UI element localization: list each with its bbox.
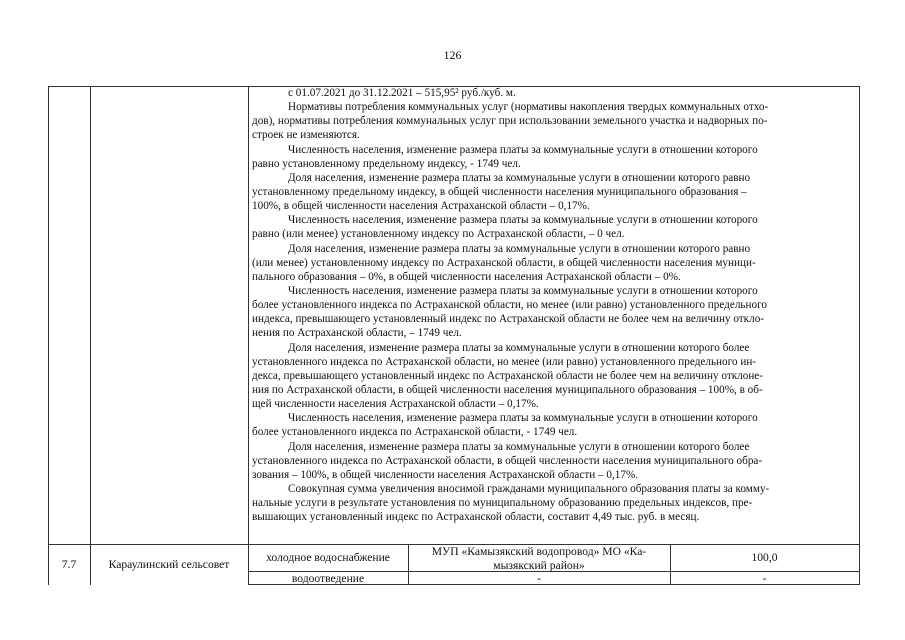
text-line: вышающих установленный индекс по Астраханской области, составит 4,49 тыс. руб. в месяц. bbox=[252, 511, 700, 524]
text-line: более установленного индекса по Астраханской области, но менее (или равно) установленного предельного bbox=[252, 299, 767, 312]
text-line: ния по Астраханской области, в общей численности населения муниципального образования – 100%, в об- bbox=[252, 383, 763, 396]
provider-name bbox=[408, 545, 670, 573]
text-line: установленному предельному индексу, в общей численности населения муниципального образования – bbox=[252, 185, 747, 198]
col-border-0 bbox=[48, 86, 49, 585]
text-line: пального образования – 0%, в общей численности населения Астраханской области – 0%. bbox=[252, 270, 681, 283]
col-border-5 bbox=[859, 86, 860, 585]
text-line: дов), нормативы потребления коммунальных услуг при использовании земельного участка и надворных по- bbox=[252, 115, 768, 128]
text-line: Численность населения, изменение размера платы за коммунальные услуги в отношении которого bbox=[288, 143, 758, 156]
text-line: равно (или менее) установленному индексу по Астраханской области, – 0 чел. bbox=[252, 228, 625, 241]
text-line: 100%, в общей численности населения Астраханской области – 0,17%. bbox=[252, 200, 590, 213]
text-line: нения по Астраханской области, – 1749 чел. bbox=[252, 327, 462, 340]
text-line: с 01.07.2021 до 31.12.2021 – 515,95² руб./куб. м. bbox=[288, 87, 516, 99]
text-line: (или менее) установленному индексу по Астраханской области, в общей численности населения муници- bbox=[252, 256, 756, 269]
col-border-2 bbox=[248, 86, 249, 585]
service-cold-water: холодное водоснабжение bbox=[266, 551, 390, 564]
text-line: декса, превышающего установленный индекс по Астраханской области не более чем на величину отклоне- bbox=[252, 369, 763, 382]
text-line: равно установленному предельному индексу, - 1749 чел. bbox=[252, 157, 521, 170]
text-line: Доля населения, изменение размера платы за коммунальные услуги в отношении которого более bbox=[288, 341, 750, 354]
text-line: зования – 100%, в общей численности населения Астраханской области – 0,17%. bbox=[252, 468, 639, 481]
page-number: 126 bbox=[443, 48, 462, 62]
cold-water-value: 100,0 bbox=[751, 551, 778, 564]
text-line: Доля населения, изменение размера платы за коммунальные услуги в отношении которого равно bbox=[288, 171, 751, 184]
text-line: нальные услуги в результате установления по муниципальному образованию предельных индексов, пре- bbox=[252, 497, 753, 510]
settlement-name: Караулинский сельсовет bbox=[108, 558, 230, 571]
provider-line-2: мызякский район» bbox=[493, 559, 585, 572]
provider-line-1: МУП «Камызякский водопровод» МО «Ка- bbox=[431, 545, 647, 558]
text-line: более установленного индекса по Астраханской области, - 1749 чел. bbox=[252, 426, 578, 439]
row-number: 7.7 bbox=[61, 558, 77, 571]
text-line: Совокупная сумма увеличения вносимой гражданами муниципального образования платы за комму- bbox=[288, 482, 770, 495]
text-line: Доля населения, изменение размера платы за коммунальные услуги в отношении которого более bbox=[288, 440, 750, 453]
text-line: установленного индекса по Астраханской области, но менее (или равно) установленного предельного ин- bbox=[252, 355, 757, 368]
text-line: Численность населения, изменение размера платы за коммунальные услуги в отношении которого bbox=[288, 214, 758, 227]
text-line: Численность населения, изменение размера платы за коммунальные услуги в отношении которого bbox=[288, 412, 758, 425]
service-wastewater: водоотведение bbox=[291, 572, 365, 585]
text-line: строек не изменяются. bbox=[252, 129, 360, 142]
text-line: установленного индекса по Астраханской области, в общей численности населения муниципального обра- bbox=[252, 454, 763, 467]
text-line: щей численности населения Астраханской области – 0,17%. bbox=[252, 398, 539, 411]
text-line: Численность населения, изменение размера платы за коммунальные услуги в отношении которого bbox=[288, 284, 758, 297]
text-line: Доля населения, изменение размера платы за коммунальные услуги в отношении которого равно bbox=[288, 242, 751, 255]
indices-description-text bbox=[252, 86, 852, 524]
text-line: Нормативы потребления коммунальных услуг (нормативы накопления твердых коммунальных отхо- bbox=[288, 101, 769, 114]
wastewater-provider: - bbox=[537, 572, 541, 585]
wastewater-value: - bbox=[762, 572, 767, 585]
text-line: индекса, превышающего установленный индекс по Астраханской области не более чем на величину откло- bbox=[252, 313, 765, 326]
col-border-1 bbox=[90, 86, 91, 585]
